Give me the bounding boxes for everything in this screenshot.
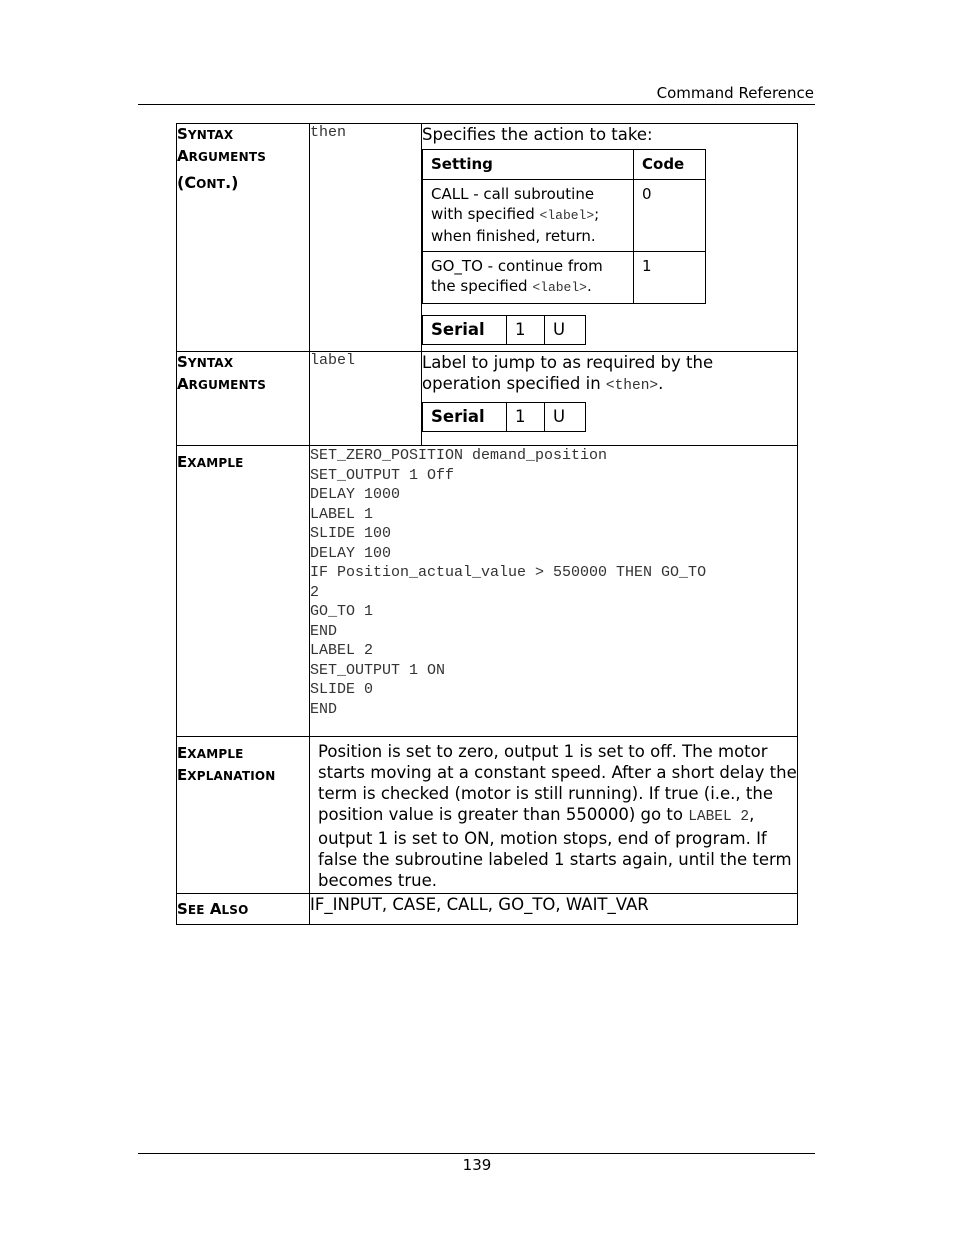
page-number: 139	[462, 1156, 492, 1174]
example-code	[310, 446, 798, 737]
header-rule	[138, 104, 815, 105]
row-label: EXAMPLE	[177, 446, 310, 737]
row-label: SYNTAX ARGUMENTS	[177, 352, 310, 446]
param-name: then	[310, 124, 422, 352]
serial-table	[422, 315, 586, 345]
setting-cell: GO_TO - continue from the specified <label>.	[423, 252, 634, 304]
param-name: label	[310, 352, 422, 446]
param-description	[422, 352, 798, 446]
code-line: SLIDE 100	[310, 525, 392, 542]
row-example	[177, 446, 798, 737]
description-text: Specifies the action to take:	[422, 125, 653, 144]
code-line: SET_ZERO_POSITION demand_position	[310, 447, 608, 464]
serial-value-2: U	[545, 316, 586, 345]
settings-table	[422, 149, 706, 304]
code-line: END	[310, 622, 338, 640]
setting-cell: CALL - call subroutine with specified <label>; when finished, return.	[423, 180, 634, 252]
command-reference-table	[176, 123, 798, 925]
settings-header-row	[423, 150, 706, 180]
code-line: GO_TO 1	[310, 603, 374, 620]
see-also-text: IF_INPUT, CASE, CALL, GO_TO, WAIT_VAR	[310, 894, 798, 925]
row-example-explanation	[177, 737, 798, 894]
code-line: DELAY 100	[310, 544, 392, 562]
settings-row	[423, 180, 706, 252]
row-label: EXAMPLE EXPLANATION	[177, 737, 310, 894]
code-line: SET_OUTPUT 1 Off	[310, 466, 455, 484]
code-line: LABEL 1	[310, 505, 374, 523]
code-line: END	[310, 700, 338, 718]
code-cell: 1	[634, 252, 706, 304]
footer-rule	[138, 1153, 815, 1154]
row-syntax-label	[177, 352, 798, 446]
running-header: Command Reference	[656, 84, 814, 102]
serial-table	[422, 402, 586, 432]
explanation-text: Position is set to zero, output 1 is set to off. The motor starts moving at a constant speed. After a short delay the term is checked (motor is still running). If true (i.e., the position value is greater than 550000) go to LABEL 2, output 1 is set to ON, motion stops, end of program. If false the subroutine labeled 1 starts again, until the term becomes true.	[310, 737, 798, 894]
serial-value-1: 1	[507, 403, 545, 432]
param-description	[422, 124, 798, 352]
code-line: SET_OUTPUT 1 ON	[310, 661, 446, 679]
serial-label: Serial	[423, 403, 507, 432]
setting-header: Setting	[423, 150, 634, 180]
row-syntax-then	[177, 124, 798, 352]
code-header: Code	[634, 150, 706, 180]
serial-value-1: 1	[507, 316, 545, 345]
row-label: SYNTAX ARGUMENTS (CONT.)	[177, 124, 310, 352]
code-line: SLIDE 0	[310, 681, 374, 698]
serial-label: Serial	[423, 316, 507, 345]
serial-value-2: U	[545, 403, 586, 432]
settings-row	[423, 252, 706, 304]
row-label: SEE ALSO	[177, 894, 310, 925]
code-line: IF Position_actual_value > 550000 THEN GO_TO	[310, 564, 707, 581]
code-line: LABEL 2	[310, 642, 374, 659]
code-line: 2	[310, 583, 320, 601]
description-text: Label to jump to as required by the operation specified in <then>.	[422, 353, 714, 394]
code-line: DELAY 1000	[310, 486, 401, 503]
row-see-also	[177, 894, 798, 925]
code-cell: 0	[634, 180, 706, 252]
